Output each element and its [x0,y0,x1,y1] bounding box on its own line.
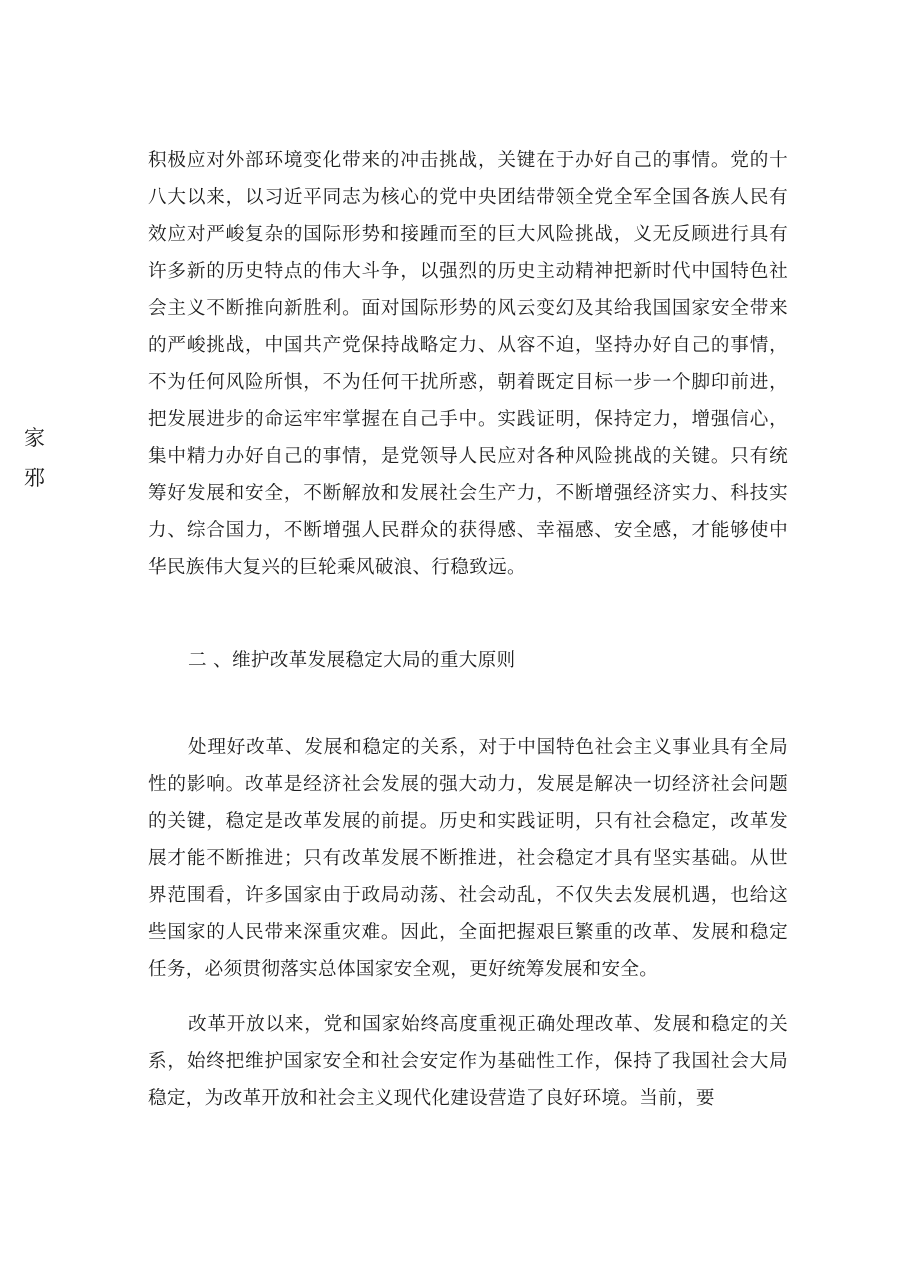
section-heading: 二 、维护改革发展稳定大局的重大原则 [188,650,516,671]
paragraph-3: 改革开放以来，党和国家始终高度重视正确处理改革、发展和稳定的关系，始终把维护国家安全和社会安定作为基础性工作，保持了我国社会大局稳定，为改革开放和社会主义现代化建设营造了良好环境。当前，要 [148,1014,788,1109]
body-text [148,142,788,1117]
paragraph-1: 积极应对外部环境变化带来的冲击挑战，关键在于办好自己的事情。党的十八大以来，以习近平同志为核心的党中央团结带领全党全军全国各族人民有效应对严峻复杂的国际形势和接踵而至的巨大风险挑战，义无反顾进行具有许多新的历史特点的伟大斗争，以强烈的历史主动精神把新时代中国特色社会主义不断推向新胜利。面对国际形势的风云变幻及其给我国国家安全带来的严峻挑战，中国共产党保持战略定力、从容不迫，坚持办好自己的事情，不为任何风险所惧，不为任何干扰所惑，朝着既定目标一步一个脚印前进，把发展进步的命运牢牢掌握在自己手中。实践证明，保持定力，增强信心，集中精力办好自己的事情，是党领导人民应对各种风险挑战的关键。只有统筹好发展和安全，不断解放和发展社会生产力，不断增强经济实力、科技实力、综合国力，不断增强人民群众的获得感、幸福感、安全感，才能够使中华民族伟大复兴的巨轮乘风破浪、行稳致远。 [148,150,788,578]
margin-char: 邪 [24,466,45,490]
margin-char: 家 [24,426,45,450]
margin-annotation [24,418,64,498]
paragraph-2: 处理好改革、发展和稳定的关系，对于中国特色社会主义事业具有全局性的影响。改革是经济社会发展的强大动力，发展是解决一切经济社会问题的关键，稳定是改革发展的前提。历史和实践证明，只有社会稳定，改革发展才能不断推进；只有改革发展不断推进，社会稳定才具有坚实基础。从世界范围看，许多国家由于政局动荡、社会动乱，不仅失去发展机遇，也给这些国家的人民带来深重灾难。因此，全面把握艰巨繁重的改革、发展和稳定任务，必须贯彻落实总体国家安全观，更好统筹发展和安全。 [148,737,788,980]
